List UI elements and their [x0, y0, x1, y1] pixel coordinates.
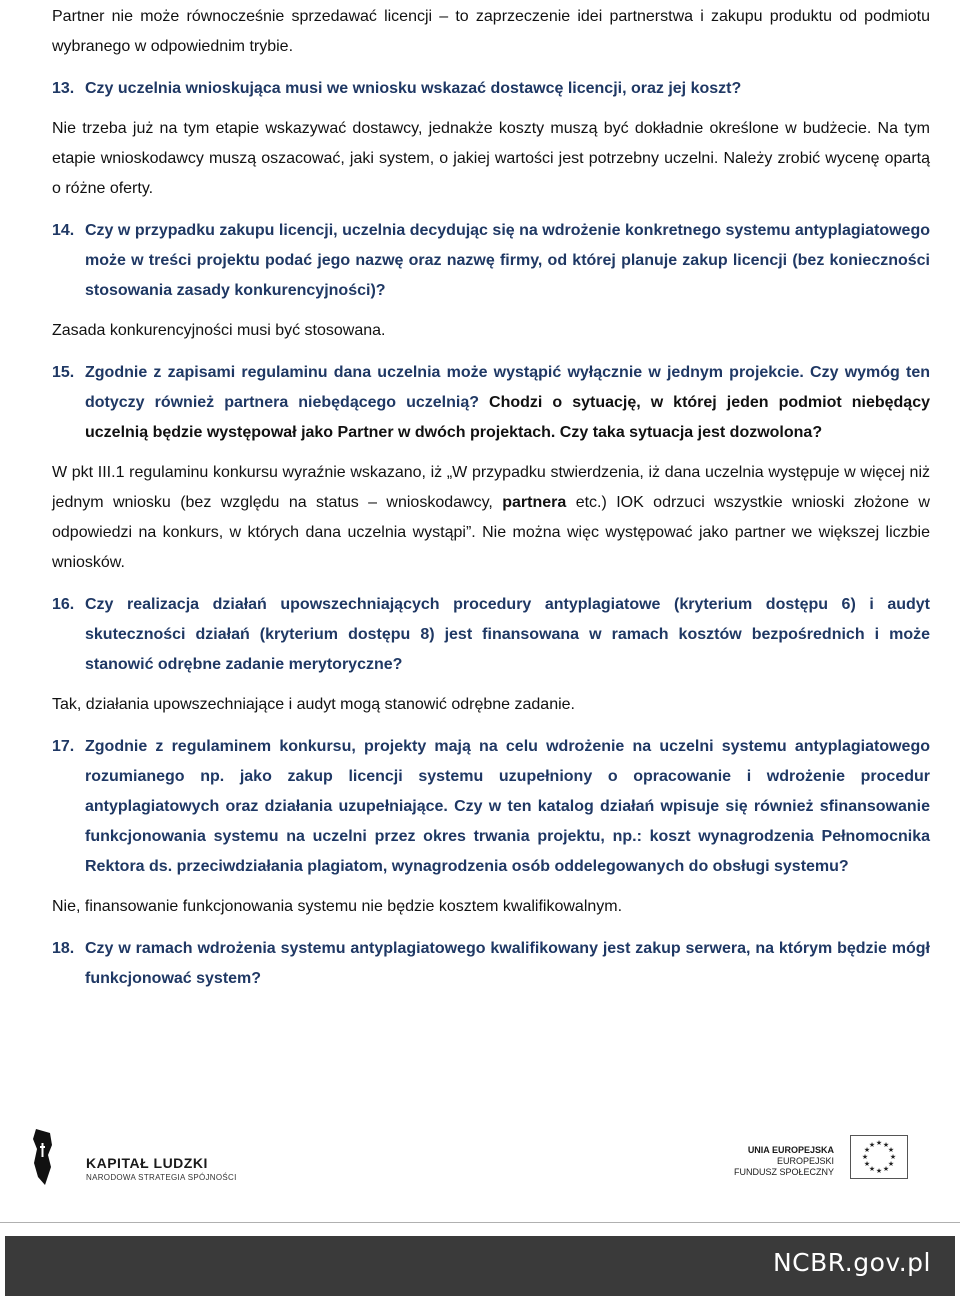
answer-bold-word: partnera: [502, 494, 567, 511]
kapital-ludzki-logo: [32, 1127, 237, 1197]
svg-text:★: ★: [882, 1141, 890, 1149]
question-15: [52, 358, 930, 448]
question-text: Czy w przypadku zakupu licencji, uczelnia decydując się na wdrożenie konkretnego systemu antyplagiatowego może w treści projektu podać jego nazwę oraz nazwę firmy, od której planuje zakup licencji (bez konieczności stosowania zasady konkurencyjności)?: [85, 222, 930, 299]
question-13: [52, 74, 930, 104]
question-text: Czy realizacja działań upowszechniających procedury antyplagiatowe (kryterium dostępu 6) i audyt skuteczności działań (kryterium dostępu 8) jest finansowana w ramach kosztów bezpośrednich i może stanowić odrębne zadanie merytoryczne?: [85, 596, 930, 673]
answer-part1: W pkt III.1 regulaminu konkursu wyraźnie wskazano, iż „W przypadku stwierdzenia, iż dana uczelnia występuje w więcej niż jednym wniosku (bez względu na status – wnioskodawcy,: [52, 464, 930, 511]
svg-text:★: ★: [868, 1141, 876, 1149]
svg-text:★: ★: [861, 1153, 869, 1161]
question-text: Zgodnie z regulaminem konkursu, projekty mają na celu wdrożenie na uczelni systemu antyplagiatowego rozumianego np. jako zakup licencji systemu uzupełniony o opracowanie i wdrożenie procedur antyplagiatowych oraz działania uzupełniające. Czy w ten katalog działań wpisuje się również sfinansowanie funkcjonowania systemu na uczelni przez okres trwania projektu, np.: koszt wynagrodzenia Pełnomocnika Rektora ds. przeciwdziałania plagiatom, wynagrodzenia osób oddelegowanych do obsługi systemu?: [85, 738, 930, 875]
answer-14: Zasada konkurencyjności musi być stosowana.: [52, 322, 386, 339]
site-url[interactable]: NCBR.gov.pl: [772, 1248, 931, 1277]
svg-text:★: ★: [863, 1146, 871, 1154]
question-number: 15.: [52, 364, 75, 381]
question-number: 13.: [52, 80, 75, 97]
kapital-ludzki-title: KAPITAŁ LUDZKI: [86, 1155, 208, 1171]
question-text-part2: Chodzi o sytuację, w której jeden podmiot niebędący uczelnią będzie występował jako Partner w dwóch projektach. Czy taka sytuacja jest dozwolona?: [85, 394, 930, 441]
svg-text:★: ★: [863, 1160, 871, 1168]
svg-text:★: ★: [889, 1153, 897, 1161]
footer-bar: [5, 1236, 955, 1296]
question-number: 17.: [52, 738, 75, 755]
footer-divider: [0, 1222, 960, 1223]
answer-15: [52, 458, 930, 578]
svg-text:★: ★: [882, 1165, 890, 1173]
svg-text:★: ★: [868, 1165, 876, 1173]
answer-16: Tak, działania upowszechniające i audyt mogą stanowić odrębne zadanie.: [52, 696, 575, 713]
question-number: 18.: [52, 940, 75, 957]
eu-line1: UNIA EUROPEJSKA: [747, 1145, 834, 1155]
kapital-ludzki-subtitle: NARODOWA STRATEGIA SPÓJNOŚCI: [86, 1173, 237, 1182]
svg-text:★: ★: [875, 1167, 883, 1175]
question-17: [52, 732, 930, 882]
eu-text: [734, 1145, 834, 1178]
question-number: 14.: [52, 222, 75, 239]
svg-text:★: ★: [887, 1160, 895, 1168]
eu-line2: EUROPEJSKI: [776, 1156, 834, 1166]
question-number: 16.: [52, 596, 75, 613]
footer-logos: [0, 1115, 960, 1225]
poland-map-icon: [32, 1127, 54, 1187]
answer-13: Nie trzeba już na tym etapie wskazywać dostawcy, jednakże koszty muszą być dokładnie określone w budżecie. Na tym etapie wnioskodawcy muszą oszacować, jaki system, o jakiej wartości jest potrzebny uczelni. Należy zrobić wycenę opartą o różne oferty.: [52, 120, 930, 197]
document-body: [52, 0, 930, 994]
question-text: Czy w ramach wdrożenia systemu antyplagiatowego kwalifikowany jest zakup serwera, na którym będzie mógł funkcjonować system?: [85, 940, 930, 987]
question-16: [52, 590, 930, 680]
question-text: Czy uczelnia wnioskująca musi we wniosku wskazać dostawcę licencji, oraz jej koszt?: [85, 80, 742, 97]
question-text: [85, 358, 930, 448]
question-text-part1: Zgodnie z zapisami regulaminu dana uczelnia może wystąpić wyłącznie w jednym projekcie. Czy wymóg ten dotyczy również partnera niebędącego uczelnią?: [85, 364, 930, 411]
eu-logo: [733, 1135, 908, 1197]
svg-text:★: ★: [887, 1146, 895, 1154]
intro-paragraph: Partner nie może równocześnie sprzedawać licencji – to zaprzeczenie idei partnerstwa i zakupu produktu od podmiotu wybranego w odpowiednim trybie.: [52, 8, 930, 55]
svg-text:★: ★: [875, 1139, 883, 1147]
eu-line3: FUNDUSZ SPOŁECZNY: [733, 1167, 834, 1177]
question-18: [52, 934, 930, 994]
answer-part2: etc.) IOK odrzuci wszystkie wnioski złożone w odpowiedzi na konkurs, w których dana uczelnia wystąpi”. Nie można więc występować jako partner we większej liczbie wniosków.: [52, 494, 930, 571]
eu-flag-icon: [850, 1135, 908, 1179]
question-14: [52, 216, 930, 306]
answer-17: Nie, finansowanie funkcjonowania systemu nie będzie kosztem kwalifikowalnym.: [52, 898, 623, 915]
